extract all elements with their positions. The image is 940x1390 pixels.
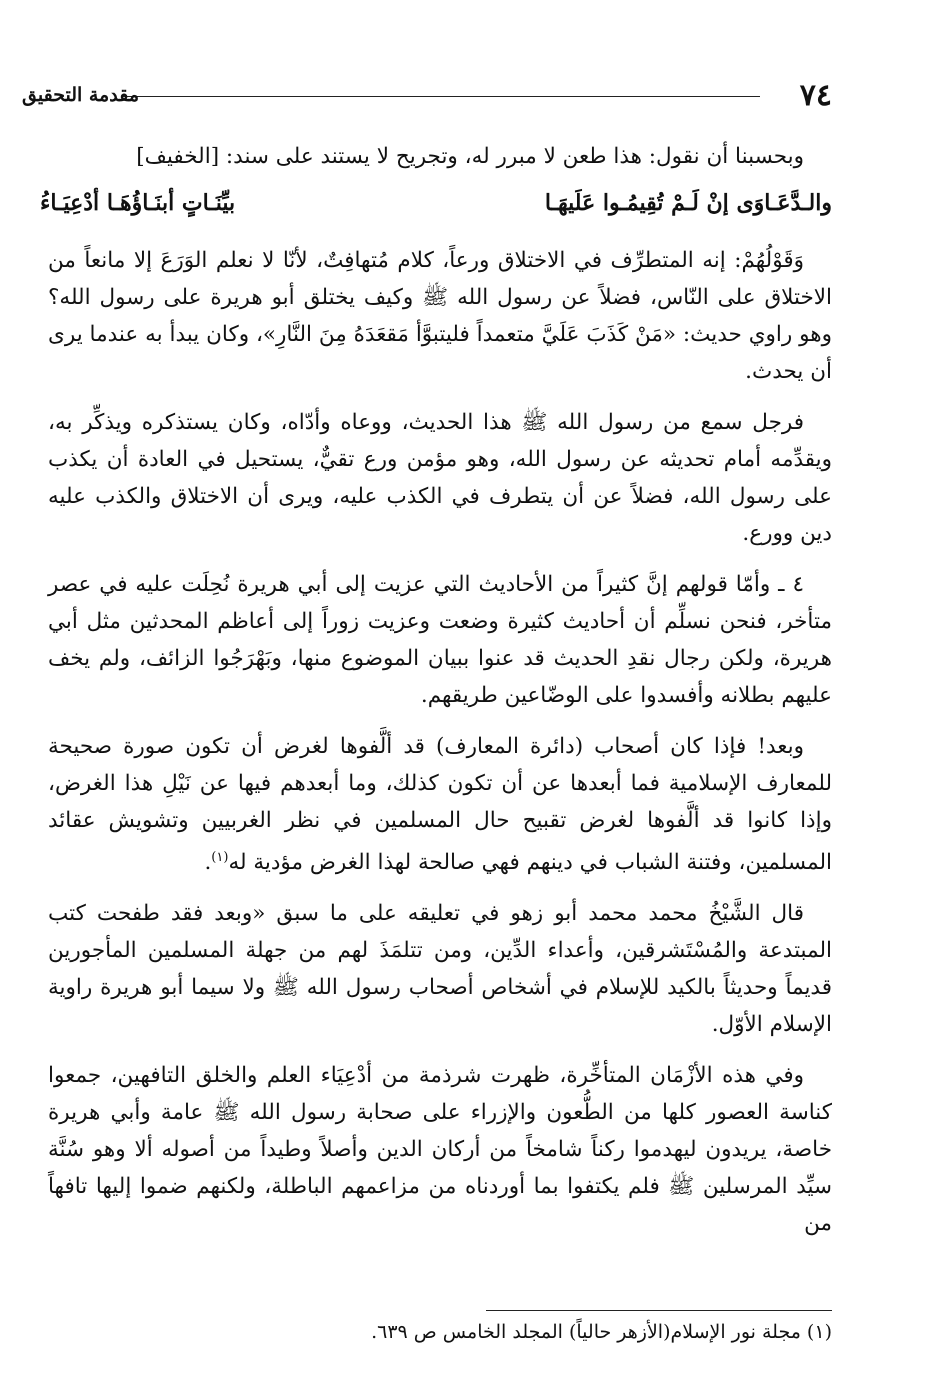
paragraph (48, 728, 832, 881)
paragraph-end: . (204, 850, 212, 876)
paragraph: وفي هذه الأزْمَان المتأخِّرة، ظهرت شرذمة من أدْعِيَاء العلم والخلق التافهين، جمعوا كناسة العصور كلها من الطُّعون والإزراء على صحابة رسول الله ﷺ عامة وأبي هريرة خاصة، يريدون ليهدموا ركناً شامخاً من أركان الدين وأصلاً وطيداً من أصوله ألا وهو سُنَّة سيِّد المرسلين ﷺ فلم يكتفوا بما أوردناه من مزاعمهم الباطلة، ولكنهم ضموا إليها تافهاً من (48, 1063, 832, 1237)
poem-first-hemistich: والـدَّعَـاوَى إنْ لَـمْ تُقِيمُـوا عَلَيهَـا (544, 190, 832, 216)
running-title: مقدمة التحقيق (22, 84, 139, 106)
paragraph: فرجل سمع من رسول الله ﷺ هذا الحديث، ووعاه وأدّاه، وكان يستذكره ويذكِّر به، ويقدِّمه أمام تحديثه عن رسول الله، وهو مؤمن ورع تقيٌّ، يستحيل في العادة أن يكذب على رسول الله، فضلاً عن أن يتطرف في الكذب عليه، ويرى أن الاختلاق والكذب عليه دين وورع. (48, 410, 832, 546)
body-block-1 (48, 138, 832, 175)
paragraph: وَقَوْلُهُمْ: إنه المتطرِّف في الاختلاق ورعاً، كلام مُتهافِتٌ، لأنّا لا نعلم الوَرَعَ إلا مانعاً من الاختلاق على النّاس، فضلاً عن رسول الله ﷺ وكيف يختلق أبو هريرة على رسول الله؟ وهو راوي حديث: «مَنْ كَذَبَ عَلَيَّ متعمداً فليتبوَّأ مَقعَدَهُ مِنَ النَّارِ»، وكان يبدأ به عندما يرى أن يحدث. (48, 248, 832, 384)
footnote-reference: (١) (211, 850, 229, 865)
page-header (22, 78, 832, 118)
page-number: ٧٤ (799, 78, 832, 113)
body-block-2 (48, 242, 832, 1242)
footnote-rule (486, 1310, 832, 1311)
paragraph-text: وبعد! فإذا كان أصحاب (دائرة المعارف) قد ألَّفوها لغرض أن تكون صورة صحيحة للمعارف الإسلامية فما أبعدها عن أن تكون كذلك، وما أبعدهم فيها عن نَيْلِ هذا الغرض، وإذا كانوا قد ألَّفوها لغرض تقبيح حال المسلمين في نظر الغربيين وتشويش عقائد المسلمين، وفتنة الشباب في دينهم فهي صالحة لهذا الغرض مؤدية له (48, 734, 832, 876)
header-rule (122, 96, 760, 97)
paragraph: ٤ ـ وأمّا قولهم إنَّ كثيراً من الأحاديث التي عزيت إلى أبي هريرة نُحِلَت عليه في عصر متأخر، فنحن نسلِّم أن أحاديث كثيرة وضعت وعزيت زوراً إلى أعاظم المحدثين مثل أبي هريرة، ولكن رجال نقدِ الحديث قد عنوا ببيان الموضوع منها، وبَهْرَجُوا الزائف، ولم يخف عليهم بطلانه وأفسدوا على الوضّاعين طريقهم. (48, 572, 832, 708)
paragraph: وبحسبنا أن نقول: هذا طعن لا مبرر له، وتجريح لا يستند على سند: [الخفيف] (136, 144, 804, 169)
footnote: (١) مجلة نور الإسلام(الأزهر حالياً) المجلد الخامس ص ٦٣٩. (371, 1321, 832, 1343)
paragraph: قال الشَّيْخُ محمد محمد أبو زهو في تعليقه على ما سبق «وبعد فقد طفحت كتب المبتدعة والمُسْتَشرقين، وأعداء الدِّين، ومن تتلمَذَ لهم من جهلة المسلمين المأجورين قديماً وحديثاً بالكيد للإسلام في أشخاص أصحاب رسول الله ﷺ ولا سيما أبو هريرة راوية الإسلام الأوّل. (48, 901, 832, 1038)
poem-second-hemistich: بيِّنَـاتٍ أبنَـاؤُهَـا أدْعِيَـاءُ (40, 190, 236, 216)
poem-verse (40, 190, 832, 230)
